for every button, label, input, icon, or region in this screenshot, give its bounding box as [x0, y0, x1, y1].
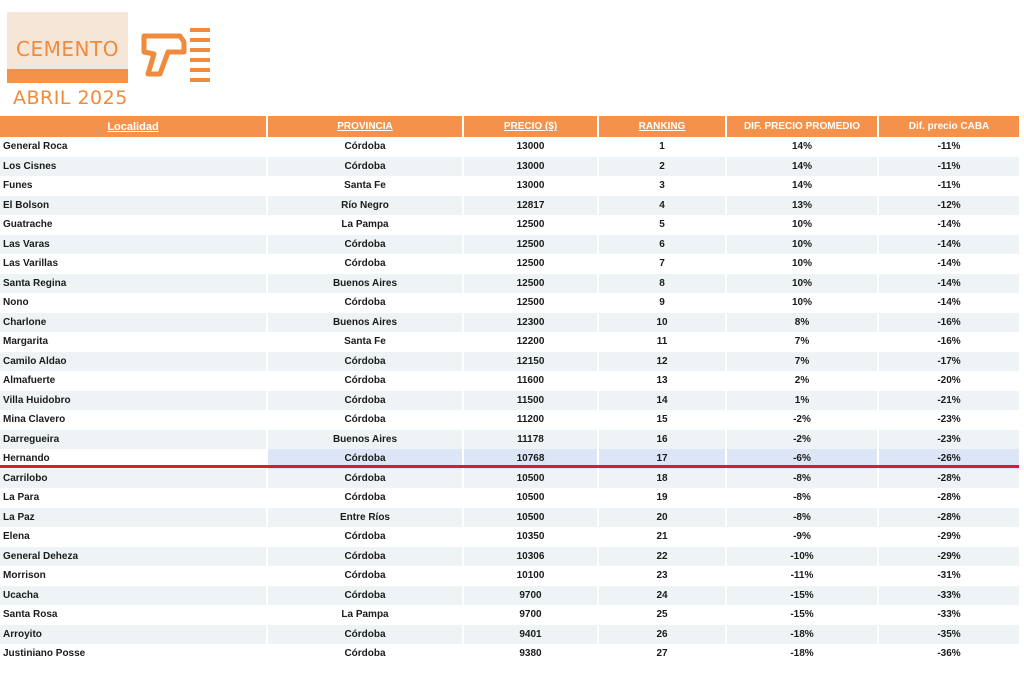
cell-localidad: Villa Huidobro [0, 391, 267, 411]
cell-dif-promedio: -2% [726, 430, 878, 450]
cell-ranking: 19 [598, 488, 726, 508]
cell-ranking: 20 [598, 508, 726, 528]
cell-dif-caba: -36% [878, 644, 1020, 664]
table-row [0, 625, 1020, 645]
cell-precio: 12500 [463, 215, 598, 235]
cell-dif-caba: -26% [878, 449, 1020, 469]
cell-dif-promedio: -18% [726, 625, 878, 645]
cell-precio: 13000 [463, 157, 598, 177]
cell-localidad: La Paz [0, 508, 267, 528]
cell-dif-caba: -23% [878, 410, 1020, 430]
cell-localidad: Charlone [0, 313, 267, 333]
cell-provincia: Córdoba [267, 157, 463, 177]
cell-dif-promedio: -8% [726, 488, 878, 508]
cell-ranking: 22 [598, 547, 726, 567]
cell-provincia: La Pampa [267, 605, 463, 625]
cell-ranking: 14 [598, 391, 726, 411]
cell-localidad: Funes [0, 176, 267, 196]
table-row [0, 235, 1020, 255]
cell-dif-promedio: -2% [726, 410, 878, 430]
cell-ranking: 11 [598, 332, 726, 352]
cell-precio: 9380 [463, 644, 598, 664]
cell-localidad: Las Varas [0, 235, 267, 255]
cell-dif-promedio: -18% [726, 644, 878, 664]
cell-ranking: 2 [598, 157, 726, 177]
cell-dif-promedio: -9% [726, 527, 878, 547]
logo-bar [7, 69, 128, 83]
table-row [0, 176, 1020, 196]
cell-ranking: 25 [598, 605, 726, 625]
cell-localidad: Elena [0, 527, 267, 547]
cell-dif-promedio: -15% [726, 605, 878, 625]
cell-dif-promedio: 10% [726, 215, 878, 235]
cell-localidad: Nono [0, 293, 267, 313]
column-header-precio: PRECIO ($) [463, 116, 598, 137]
cell-dif-promedio: 13% [726, 196, 878, 216]
cell-provincia: Córdoba [267, 352, 463, 372]
cell-dif-caba: -33% [878, 605, 1020, 625]
cell-dif-caba: -29% [878, 547, 1020, 567]
page-subtitle: ABRIL 2025 [13, 87, 128, 109]
cell-dif-caba: -33% [878, 586, 1020, 606]
cell-localidad: Morrison [0, 566, 267, 586]
cell-ranking: 6 [598, 235, 726, 255]
column-header-ranking: RANKING [598, 116, 726, 137]
cell-precio: 12817 [463, 196, 598, 216]
cell-dif-caba: -16% [878, 332, 1020, 352]
cell-precio: 10350 [463, 527, 598, 547]
cell-precio: 10306 [463, 547, 598, 567]
cell-provincia: Entre Ríos [267, 508, 463, 528]
cell-ranking: 5 [598, 215, 726, 235]
cell-precio: 11500 [463, 391, 598, 411]
cell-ranking: 9 [598, 293, 726, 313]
cell-ranking: 21 [598, 527, 726, 547]
table-row [0, 293, 1020, 313]
cell-localidad: Ucacha [0, 586, 267, 606]
cell-dif-caba: -14% [878, 293, 1020, 313]
cell-dif-promedio: -11% [726, 566, 878, 586]
cell-dif-promedio: 7% [726, 332, 878, 352]
cell-dif-promedio: 14% [726, 176, 878, 196]
cell-ranking: 10 [598, 313, 726, 333]
cell-dif-promedio: 8% [726, 313, 878, 333]
cell-precio: 12500 [463, 254, 598, 274]
cell-precio: 9401 [463, 625, 598, 645]
cell-precio: 12200 [463, 332, 598, 352]
cell-ranking: 18 [598, 469, 726, 489]
cell-precio: 10500 [463, 469, 598, 489]
cell-provincia: Córdoba [267, 488, 463, 508]
cell-localidad: Darregueira [0, 430, 267, 450]
cell-ranking: 4 [598, 196, 726, 216]
cell-dif-caba: -28% [878, 469, 1020, 489]
table-row [0, 391, 1020, 411]
cell-provincia: Córdoba [267, 469, 463, 489]
cell-dif-promedio: 14% [726, 157, 878, 177]
cell-provincia: Córdoba [267, 293, 463, 313]
cell-ranking: 8 [598, 274, 726, 294]
table-header-row [0, 116, 1020, 137]
cell-dif-caba: -28% [878, 488, 1020, 508]
cell-ranking: 13 [598, 371, 726, 391]
cell-dif-caba: -35% [878, 625, 1020, 645]
cell-localidad: Carrilobo [0, 469, 267, 489]
cell-dif-promedio: 1% [726, 391, 878, 411]
cell-provincia: Córdoba [267, 625, 463, 645]
cell-dif-caba: -14% [878, 274, 1020, 294]
cell-localidad: Los Cisnes [0, 157, 267, 177]
barcode-scanner-icon [140, 26, 216, 84]
table-row [0, 313, 1020, 333]
cell-dif-caba: -21% [878, 391, 1020, 411]
cell-localidad: La Para [0, 488, 267, 508]
cell-precio: 12500 [463, 293, 598, 313]
cell-ranking: 15 [598, 410, 726, 430]
cell-localidad: Mina Clavero [0, 410, 267, 430]
cell-precio: 9700 [463, 586, 598, 606]
cell-provincia: Buenos Aires [267, 274, 463, 294]
cell-localidad: Guatrache [0, 215, 267, 235]
cell-provincia: Córdoba [267, 449, 463, 469]
table-row [0, 137, 1020, 157]
table-body [0, 137, 1020, 664]
cell-dif-caba: -11% [878, 176, 1020, 196]
cell-dif-caba: -23% [878, 430, 1020, 450]
cell-dif-promedio: -8% [726, 508, 878, 528]
cell-dif-caba: -11% [878, 157, 1020, 177]
column-header-dif-caba: Dif. precio CABA [878, 116, 1020, 137]
cell-provincia: Córdoba [267, 644, 463, 664]
cell-dif-promedio: 10% [726, 293, 878, 313]
cell-provincia: Córdoba [267, 391, 463, 411]
cell-dif-caba: -20% [878, 371, 1020, 391]
table-row [0, 274, 1020, 294]
cell-precio: 12500 [463, 274, 598, 294]
table-row [0, 566, 1020, 586]
cell-provincia: Santa Fe [267, 176, 463, 196]
cell-precio: 9700 [463, 605, 598, 625]
cell-precio: 10500 [463, 488, 598, 508]
cell-localidad: Las Varillas [0, 254, 267, 274]
column-header-localidad: Localidad [0, 116, 267, 137]
page-title: CEMENTO [16, 37, 119, 61]
cell-localidad: General Deheza [0, 547, 267, 567]
cell-dif-caba: -29% [878, 527, 1020, 547]
cell-dif-promedio: 2% [726, 371, 878, 391]
cell-dif-caba: -14% [878, 254, 1020, 274]
cell-dif-promedio: 14% [726, 137, 878, 157]
cell-ranking: 3 [598, 176, 726, 196]
table-row [0, 644, 1020, 664]
table-row [0, 430, 1020, 450]
cell-precio: 11178 [463, 430, 598, 450]
cell-dif-caba: -14% [878, 235, 1020, 255]
cell-dif-promedio: 7% [726, 352, 878, 372]
cell-localidad: Santa Regina [0, 274, 267, 294]
cell-precio: 10768 [463, 449, 598, 469]
table-row [0, 469, 1020, 489]
cell-provincia: La Pampa [267, 215, 463, 235]
cell-precio: 13000 [463, 137, 598, 157]
table-row [0, 254, 1020, 274]
cell-ranking: 7 [598, 254, 726, 274]
cell-ranking: 17 [598, 449, 726, 469]
table-row [0, 547, 1020, 567]
cell-provincia: Córdoba [267, 410, 463, 430]
cell-ranking: 26 [598, 625, 726, 645]
cell-precio: 11600 [463, 371, 598, 391]
cell-provincia: Córdoba [267, 586, 463, 606]
cell-precio: 10100 [463, 566, 598, 586]
cell-provincia: Río Negro [267, 196, 463, 216]
cell-ranking: 27 [598, 644, 726, 664]
cell-dif-promedio: 10% [726, 274, 878, 294]
cell-provincia: Buenos Aires [267, 313, 463, 333]
cell-ranking: 16 [598, 430, 726, 450]
cell-localidad: El Bolson [0, 196, 267, 216]
cell-localidad: Margarita [0, 332, 267, 352]
table-row [0, 157, 1020, 177]
cell-localidad: Santa Rosa [0, 605, 267, 625]
cell-provincia: Córdoba [267, 235, 463, 255]
cell-precio: 13000 [463, 176, 598, 196]
cell-provincia: Córdoba [267, 254, 463, 274]
cell-precio: 10500 [463, 508, 598, 528]
cell-provincia: Córdoba [267, 527, 463, 547]
table-row [0, 196, 1020, 216]
cell-precio: 12150 [463, 352, 598, 372]
table-row [0, 371, 1020, 391]
column-header-dif-promedio: DIF. PRECIO PROMEDIO [726, 116, 878, 137]
cell-precio: 12500 [463, 235, 598, 255]
price-table [0, 116, 1021, 664]
cell-ranking: 24 [598, 586, 726, 606]
cell-ranking: 23 [598, 566, 726, 586]
cell-dif-caba: -11% [878, 137, 1020, 157]
table-row [0, 586, 1020, 606]
cell-localidad: Almafuerte [0, 371, 267, 391]
cell-ranking: 1 [598, 137, 726, 157]
table-row [0, 332, 1020, 352]
cell-dif-promedio: -8% [726, 469, 878, 489]
cell-localidad: Justiniano Posse [0, 644, 267, 664]
highlight-divider-line [0, 465, 1019, 468]
table-row [0, 508, 1020, 528]
table-row [0, 488, 1020, 508]
cell-provincia: Córdoba [267, 547, 463, 567]
cell-precio: 11200 [463, 410, 598, 430]
cell-dif-caba: -17% [878, 352, 1020, 372]
cell-dif-caba: -12% [878, 196, 1020, 216]
table-row [0, 352, 1020, 372]
cell-dif-promedio: 10% [726, 235, 878, 255]
cell-provincia: Córdoba [267, 137, 463, 157]
cell-dif-caba: -28% [878, 508, 1020, 528]
cell-provincia: Córdoba [267, 371, 463, 391]
cell-localidad: Arroyito [0, 625, 267, 645]
cell-ranking: 12 [598, 352, 726, 372]
table-row [0, 215, 1020, 235]
cell-provincia: Buenos Aires [267, 430, 463, 450]
table-row [0, 605, 1020, 625]
cell-provincia: Córdoba [267, 566, 463, 586]
cell-localidad: Camilo Aldao [0, 352, 267, 372]
cell-dif-promedio: -6% [726, 449, 878, 469]
table-row [0, 410, 1020, 430]
column-header-provincia: PROVINCIA [267, 116, 463, 137]
cell-dif-caba: -14% [878, 215, 1020, 235]
cell-provincia: Santa Fe [267, 332, 463, 352]
cell-precio: 12300 [463, 313, 598, 333]
table-row [0, 527, 1020, 547]
cell-dif-promedio: 10% [726, 254, 878, 274]
cell-localidad: Hernando [0, 449, 267, 469]
cell-localidad: General Roca [0, 137, 267, 157]
cell-dif-caba: -16% [878, 313, 1020, 333]
cell-dif-caba: -31% [878, 566, 1020, 586]
cell-dif-promedio: -10% [726, 547, 878, 567]
cell-dif-promedio: -15% [726, 586, 878, 606]
